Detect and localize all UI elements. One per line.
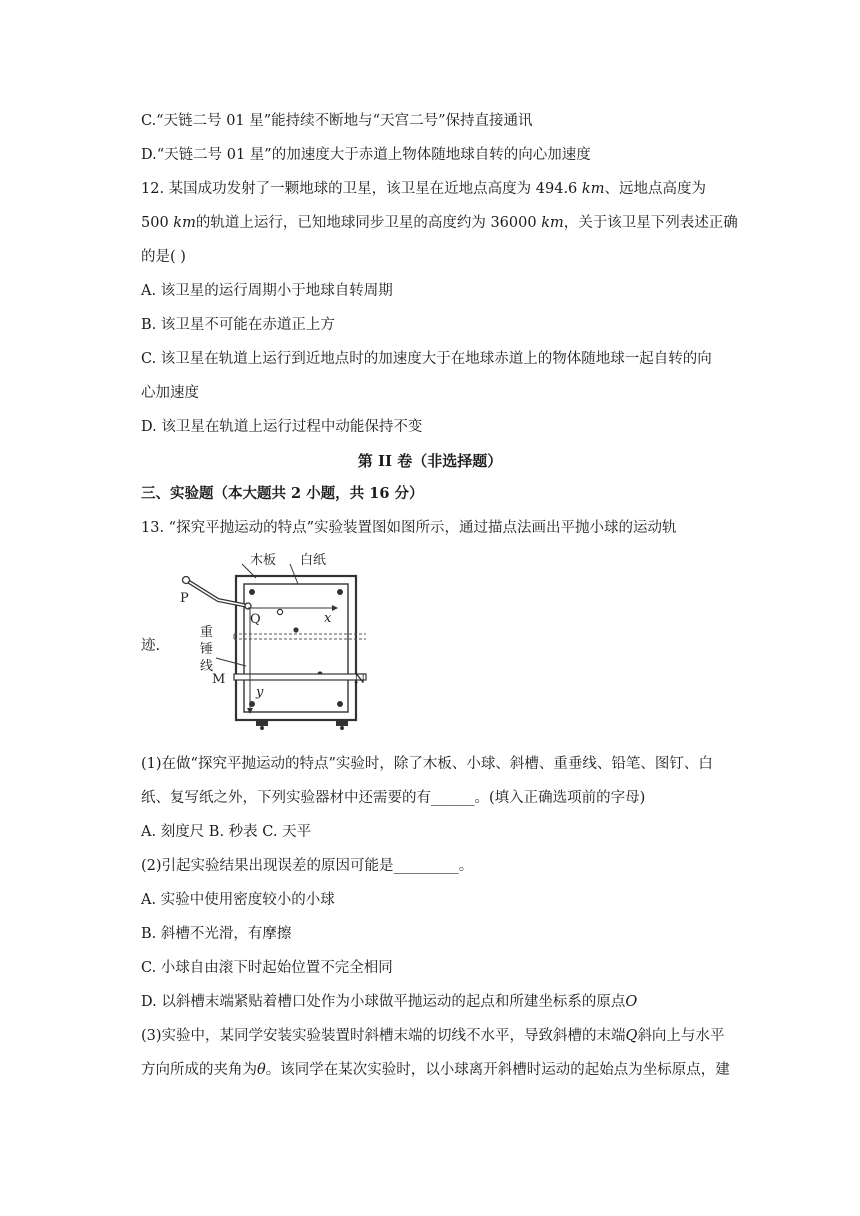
ball-start	[183, 577, 190, 584]
bar-mn	[234, 674, 366, 680]
q12-option-d: D. 该卫星在轨道上运行过程中动能保持不变	[141, 419, 423, 435]
pin-top-right	[337, 589, 343, 595]
q13-p2-option-b: B. 斜槽不光滑，有摩擦	[141, 926, 292, 942]
q13-stem-line2: 迹.	[141, 638, 161, 654]
plumb-label-1: 重	[200, 625, 214, 640]
paper-label: 白纸	[300, 553, 327, 568]
label-y: y	[256, 685, 264, 700]
q13-p1-line1: (1)在做“探究平抛运动的特点”实验时，除了木板、小球、斜槽、重垂线、铅笔、图钉、白	[141, 756, 713, 772]
label-x: x	[324, 611, 332, 626]
trajectory-dot-2	[293, 627, 298, 632]
q12-option-b: B. 该卫星不可能在赤道正上方	[141, 317, 335, 333]
q13-p2-option-c: C. 小球自由滚下时起始位置不完全相同	[141, 960, 393, 976]
board-outer-frame	[236, 576, 356, 720]
label-n: N	[354, 672, 366, 687]
foot-left	[256, 720, 268, 726]
q13-stem-line1: 13. “探究平抛运动的特点”实验装置图如图所示，通过描点法画出平抛小球的运动轨	[141, 520, 677, 536]
q11-option-d: D.“天链二号 01 星”的加速度大于赤道上物体随地球自转的向心加速度	[141, 147, 591, 163]
label-m: M	[212, 672, 226, 687]
q13-p1-line2: 纸、复写纸之外，下列实验器材中还需要的有______。(填入正确选项前的字母)	[141, 790, 646, 806]
q12-option-a: A. 该卫星的运行周期小于地球自转周期	[141, 283, 393, 299]
paper-pointer	[290, 564, 298, 584]
plumb-label-2: 锤	[200, 642, 214, 657]
q11-option-c: C.“天链二号 01 星”能持续不断地与“天宫二号”保持直接通讯	[141, 113, 533, 129]
q12-stem-line1: 12. 某国成功发射了一颗地球的卫星，该卫星在近地点高度为 494.6 km、远地点高度为	[141, 181, 706, 197]
chute	[186, 580, 248, 606]
label-p: P	[180, 591, 189, 606]
pin-top-left	[249, 589, 255, 595]
trajectory-dot-1	[277, 609, 282, 614]
q13-p1-options: A. 刻度尺 B. 秒表 C. 天平	[141, 824, 312, 840]
board-label: 木板	[250, 553, 277, 568]
plumb-pointer	[216, 658, 246, 666]
section3-header: 三、实验题（本大题共 2 小题，共 16 分）	[141, 485, 424, 502]
label-q: Q	[250, 612, 261, 627]
foot-right	[336, 720, 348, 726]
q13-p2-stem: (2)引起实验结果出现误差的原因可能是_________。	[141, 858, 474, 874]
apparatus-figure	[172, 550, 368, 730]
q12-stem-line3: 的是( )	[141, 249, 186, 265]
q13-p2-option-d: D. 以斜槽末端紧贴着槽口处作为小球做平抛运动的起点和所建坐标系的原点O	[141, 994, 638, 1010]
q12-option-c-line2: 心加速度	[141, 385, 199, 401]
pin-bottom-right	[337, 701, 343, 707]
q13-p3-line1: (3)实验中，某同学安装实验装置时斜槽末端的切线不水平，导致斜槽的末端Q斜向上与水平	[141, 1028, 725, 1044]
q12-option-c-line1: C. 该卫星在轨道上运行到近地点时的加速度大于在地球赤道上的物体随地球一起自转的向	[141, 351, 712, 367]
section-title: 第 II 卷（非选择题）	[357, 452, 503, 470]
plumb-label-3: 线	[200, 659, 214, 674]
q13-p2-option-a: A. 实验中使用密度较小的小球	[141, 892, 335, 908]
q13-p3-line2: 方向所成的夹角为θ。该同学在某次实验时，以小球离开斜槽时运动的起始点为坐标原点，建	[141, 1062, 730, 1078]
q12-stem-line2: 500 km的轨道上运行，已知地球同步卫星的高度约为 36000 km，关于该卫星下列表述正确	[141, 215, 738, 231]
